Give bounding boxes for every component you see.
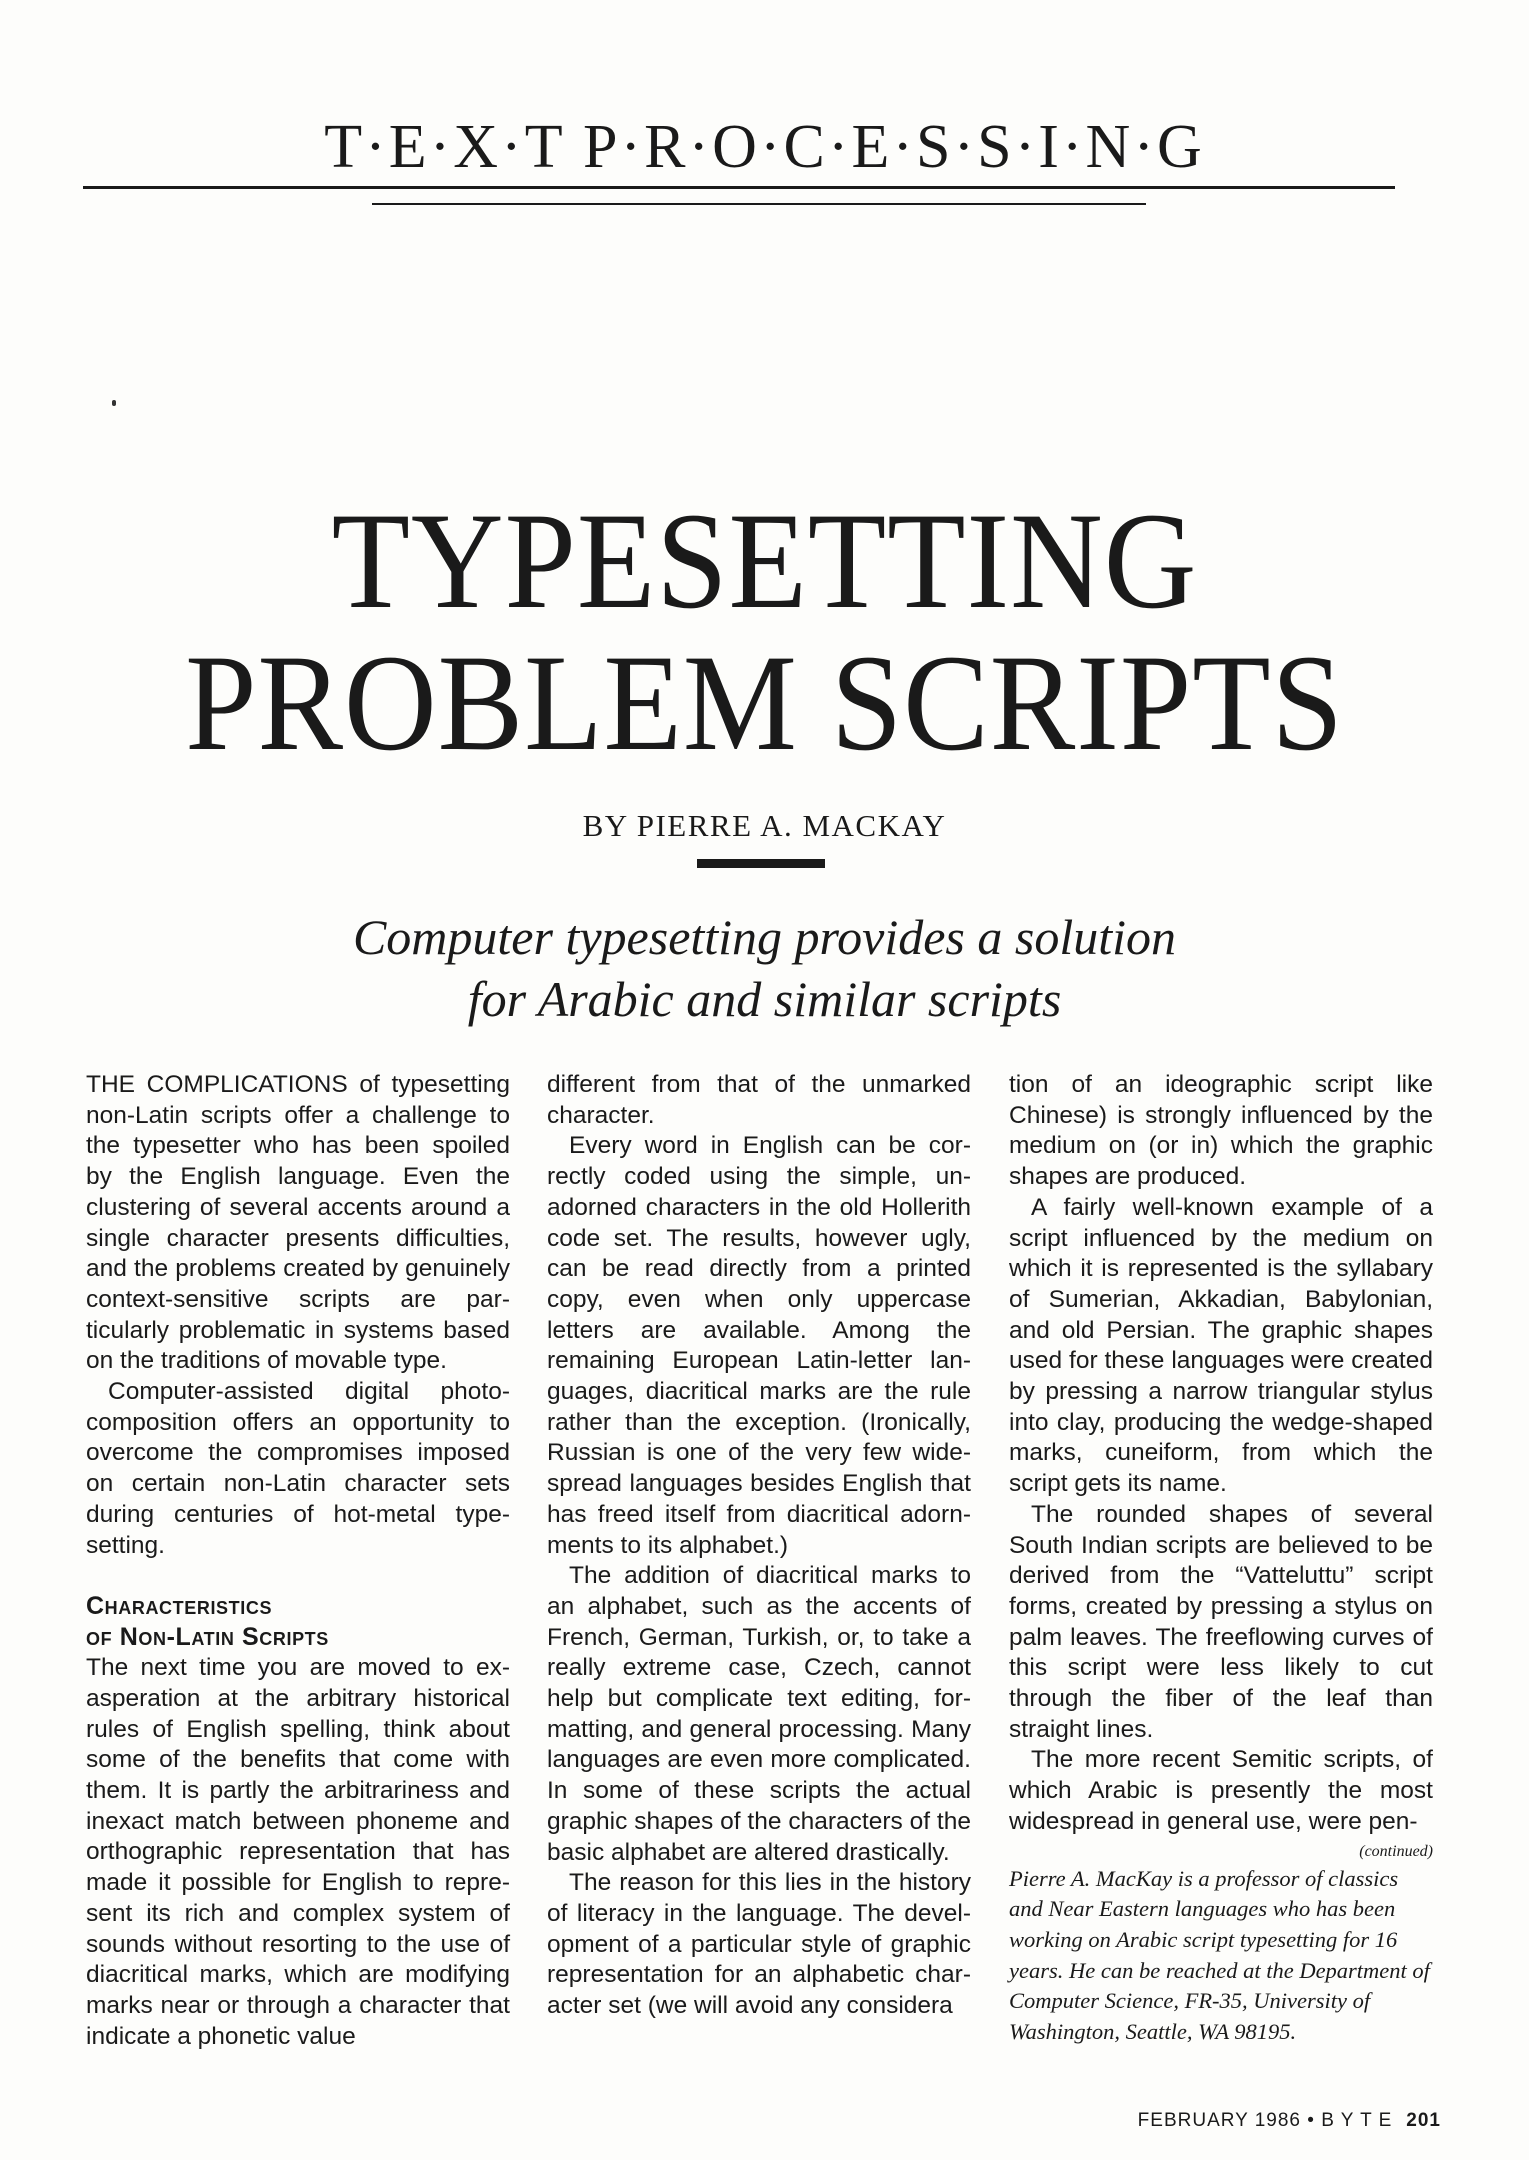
continued-label: (continued) <box>1359 1842 1433 1860</box>
paragraph: Every word in English can be correctly coded using the simple, unadorned characters in the old Hollerith code set. The results, however ugly, can be read directly from a printed copy, even when only uppercase letters are available. Among the remaining European Latin-letter languages, diacritical marks are the rule rather than the exception. (Ironically, Russian is one of the very few widespread languages besides English that has freed itself from diacritical adornments to its alphabet.) <box>547 1132 971 1559</box>
paragraph: A fairly well-known example of a script influenced by the medium on which it is represented is the syllabary of Sumerian, Akkadian, Babylonian, and old Persian. The graphic shapes used for these languages were created by pressing a narrow triangular stylus into clay, producing the wedge-shaped marks, cuneiform, from which the script gets its name. <box>1009 1193 1433 1498</box>
body-column-3 <box>1009 1070 1433 2048</box>
byline-rule <box>697 859 825 868</box>
deck-line-2: for Arabic and similar scripts <box>467 971 1062 1027</box>
page-number: 201 <box>1406 2110 1441 2131</box>
issue-label: FEBRUARY 1986 • B Y T E <box>1137 2110 1393 2131</box>
paragraph: tion of an ideographic script like Chinese) is strongly influenced by the medium on (or in) which the graphic shapes are produced. <box>1009 1071 1433 1191</box>
paragraph: different from that of the unmarked character. <box>547 1071 971 1129</box>
paragraph: The addition of diacritical marks to an alphabet, such as the accents of French, German, Turkish, or, to take a really extreme case, Czech, cannot help but complicate text editing, formatting, and general processing. Many languages are even more complicated. In some of these scripts the actual graphic shapes of the characters of the basic alphabet are altered drastically. <box>547 1562 971 1866</box>
paragraph-text: of typesetting non-Latin scripts offer a challenge to the typesetter who has been spoiled by the English language. Even the clustering of several accents around a single character presents difficulties, and the problems created by genuinely context-sensitive scripts are particularly problematic in systems based on the traditions of movable type. <box>86 1071 510 1375</box>
paragraph: The reason for this lies in the history of literacy in the language. The development of a particular style of graphic representation for an alphabetic character set (we will avoid any considera <box>547 1869 971 2020</box>
body-column-2 <box>547 1070 971 2022</box>
subhead-line-1: Characteristics <box>86 1592 273 1621</box>
article-title <box>54 484 1476 779</box>
subhead <box>86 1591 510 1653</box>
section-header: T·E·X·T P·R·O·C·E·S·S·I·N·G <box>324 113 1205 181</box>
title-line-1: TYPESETTING <box>331 484 1198 637</box>
title-line-2: PROBLEM SCRIPTS <box>185 626 1344 779</box>
body-column-1 <box>86 1070 510 2052</box>
subhead-line-2: of Non-Latin Scripts <box>86 1623 329 1652</box>
paragraph <box>86 1070 510 1377</box>
page-footer <box>1138 2110 1441 2132</box>
paragraph: The next time you are moved to exasperation at the arbitrary historical rules of English spelling, think about some of the benefits that come with them. It is partly the arbitrariness and inexact match between phoneme and orthographic representation that has made it possible for English to represent its rich and complex system of sounds without resorting to the use of diacritical marks, which are modifying marks near or through a character that indicate a phonetic value <box>86 1654 510 2050</box>
deck-line-1: Computer typesetting provides a solution <box>352 909 1177 965</box>
paragraph: Computer-assisted digital photocomposition offers an opportunity to overcome the compromises imposed on certain non-Latin character sets during centuries of hot-metal typesetting. <box>86 1378 510 1559</box>
deck <box>0 906 1529 1030</box>
header-rule-thin <box>372 203 1146 205</box>
paragraph: The more recent Semitic scripts, of which Arabic is presently the most widespread in general use, were pen- <box>1009 1746 1433 1835</box>
lead-in: THE COMPLICATIONS <box>86 1071 348 1098</box>
stray-mark <box>112 400 116 406</box>
author-bio: Pierre A. MacKay is a professor of classics and Near Eastern languages who has been working on Arabic script typesetting for 16 years. He can be reached at the Department of Computer Science, FR-35, University of Washington, Seattle, WA 98195. <box>1009 1865 1430 2045</box>
paragraph: The rounded shapes of several South Indian scripts are believed to be derived from the “Vatteluttu” script forms, created by pressing a stylus on palm leaves. The freeflowing curves of this script were less likely to cut through the fiber of the leaf than straight lines. <box>1009 1500 1433 1743</box>
byline: BY PIERRE A. MACKAY <box>582 808 947 843</box>
header-rule-thick <box>83 186 1395 189</box>
